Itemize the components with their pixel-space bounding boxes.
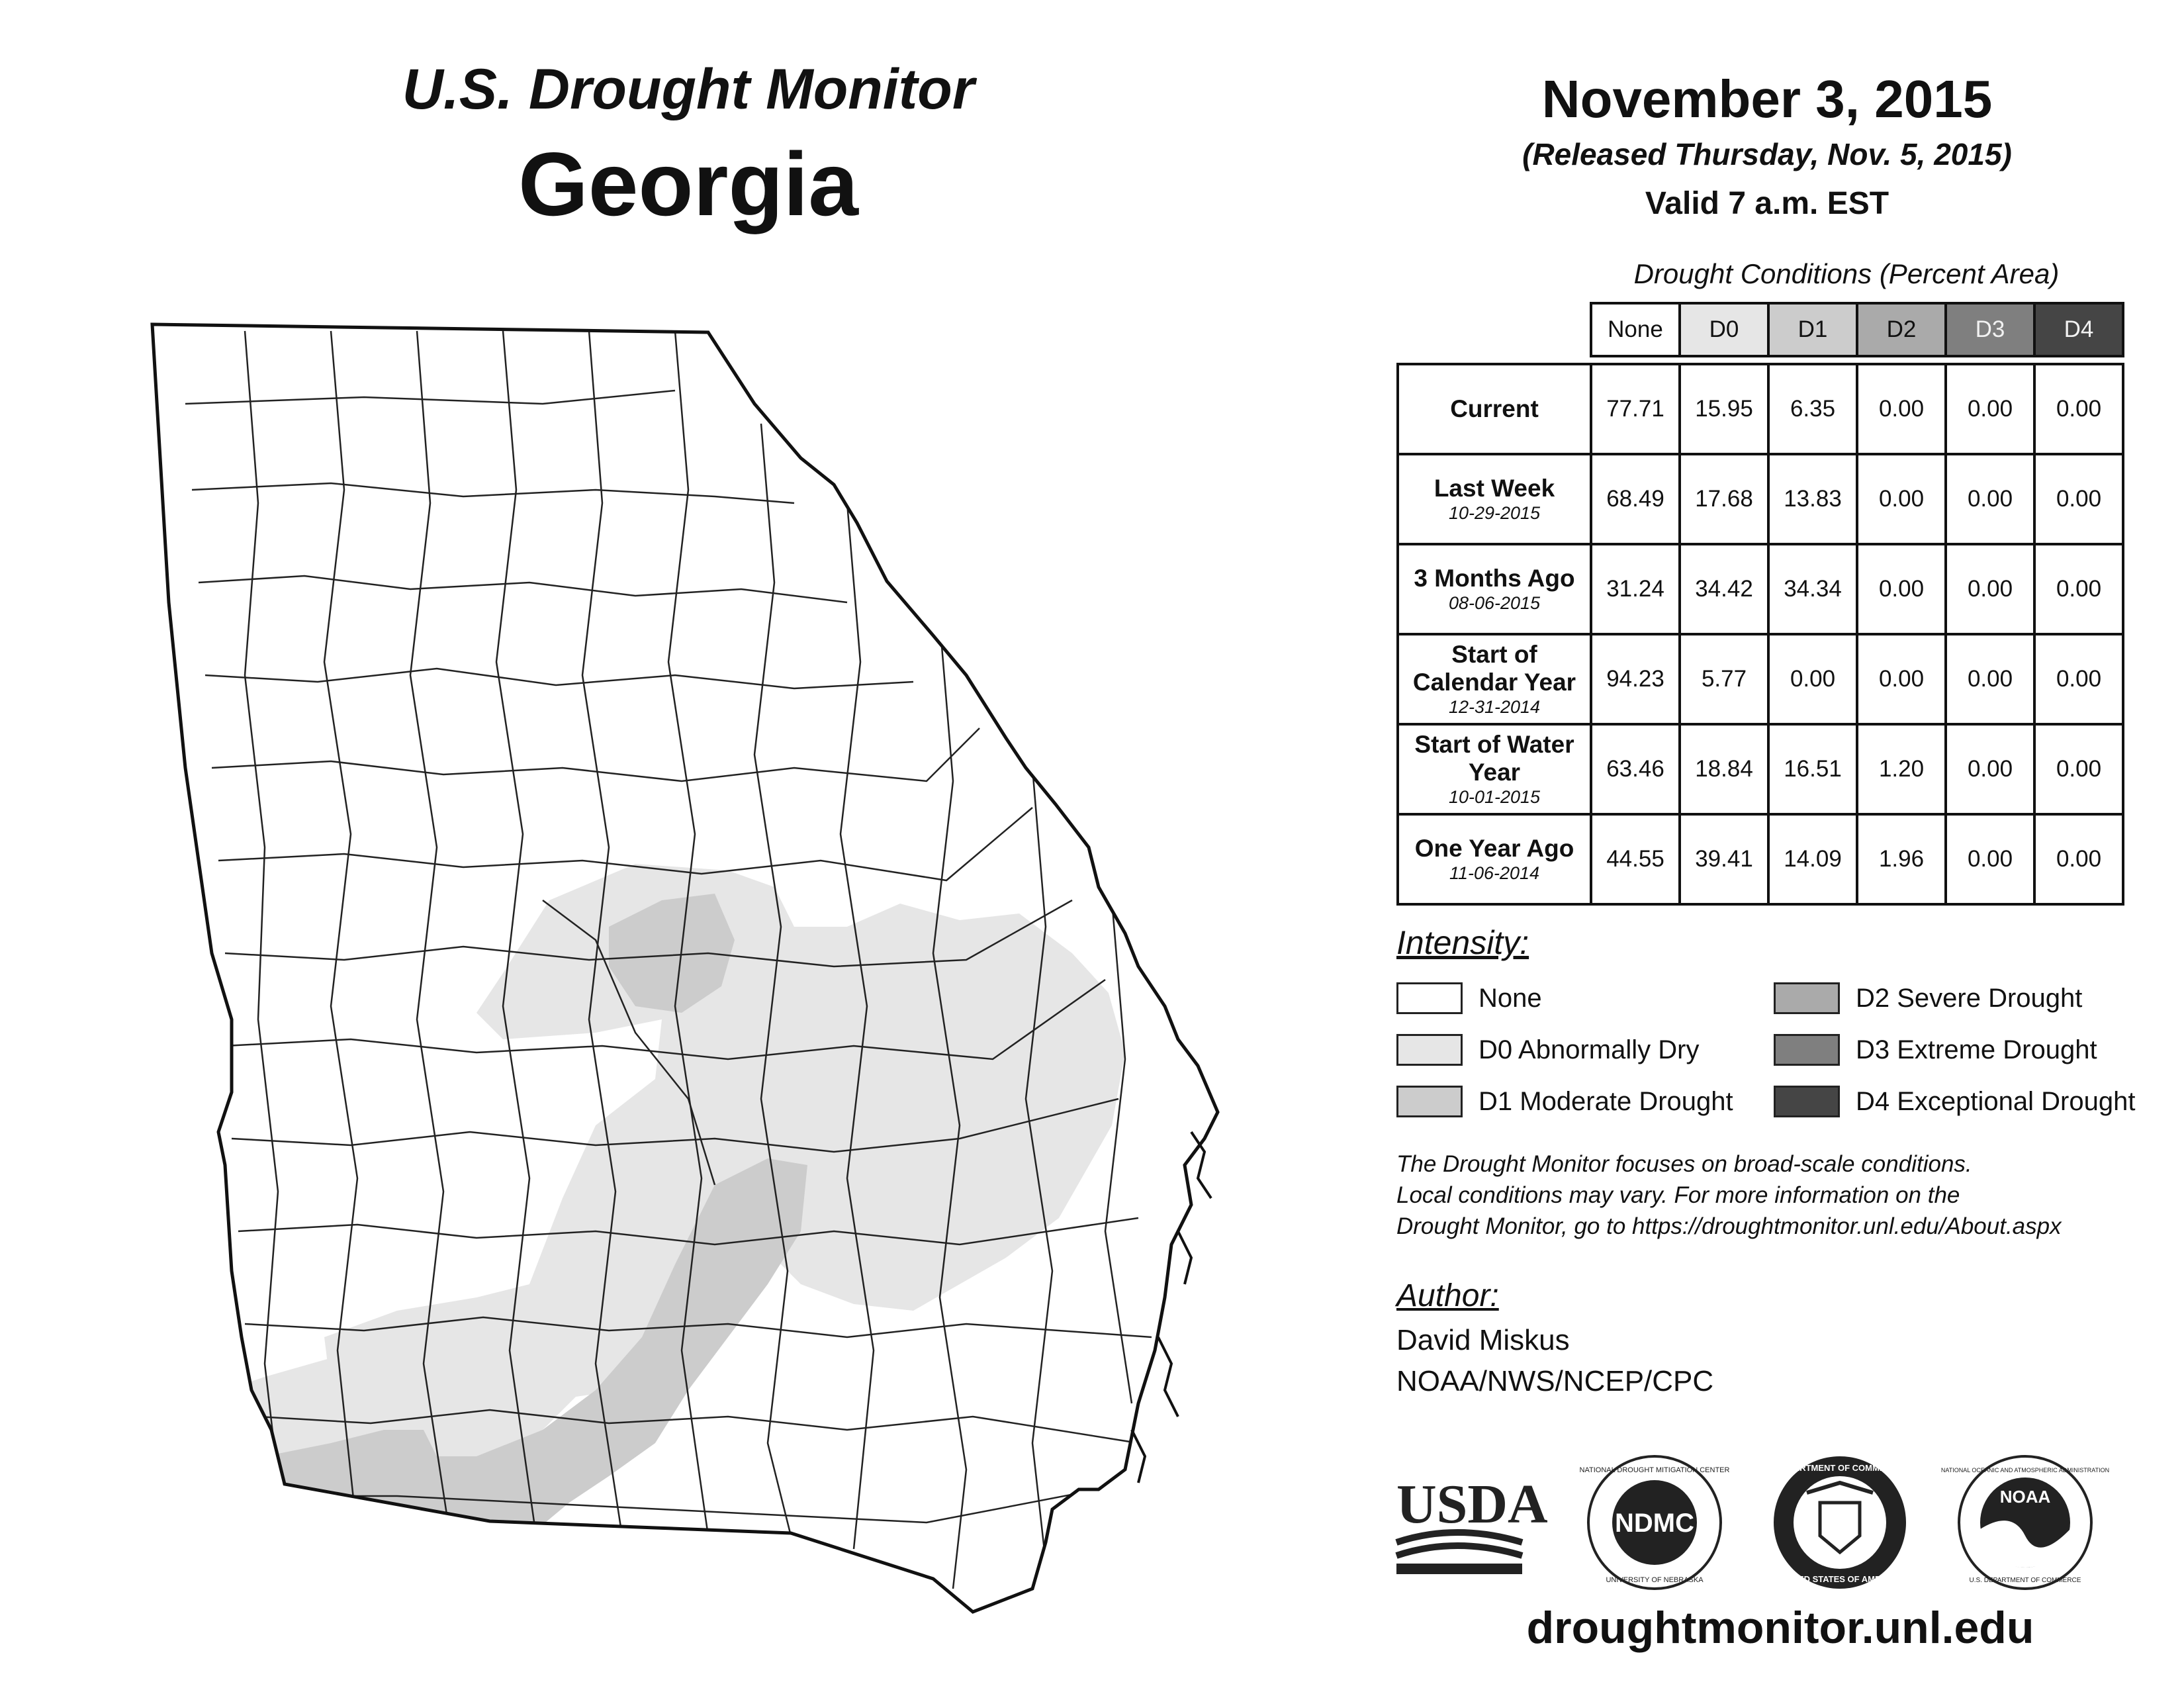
table-cell: 68.49: [1591, 454, 1680, 544]
table-row: [1398, 364, 2123, 454]
table-cell: 0.00: [2034, 814, 2123, 904]
legend-title: Intensity:: [1396, 924, 1529, 961]
table-cell: 44.55: [1591, 814, 1680, 904]
legend-swatch: [1396, 1034, 1463, 1066]
author-heading: Author:: [1396, 1278, 1499, 1313]
ndmc-logo: [1580, 1456, 1730, 1589]
table-header-row: [1398, 303, 2123, 356]
svg-text:NOAA: NOAA: [1999, 1487, 2051, 1507]
row-date: 08-06-2015: [1448, 593, 1541, 613]
table-cell: 1.20: [1857, 724, 1946, 814]
table-cell: 0.00: [2034, 634, 2123, 724]
col-header-none: None: [1591, 303, 1680, 356]
noaa-logo: [1941, 1456, 2109, 1589]
legend-item-d4: [1774, 1083, 2135, 1120]
legend-item-d0: [1396, 1031, 1699, 1068]
table-row: [1398, 634, 2123, 724]
disclaimer-line: The Drought Monitor focuses on broad-scale conditions.: [1396, 1151, 1972, 1177]
table-row: [1398, 544, 2123, 634]
table-cell: 18.84: [1680, 724, 1768, 814]
legend-label: D3 Extreme Drought: [1856, 1035, 2097, 1064]
website-url: droughtmonitor.unl.edu: [1526, 1603, 2034, 1653]
disclaimer-line: Local conditions may vary. For more information on the: [1396, 1182, 1960, 1208]
table-cell: 0.00: [1946, 544, 2034, 634]
table-cell: 0.00: [1946, 724, 2034, 814]
row-date: 12-31-2014: [1448, 697, 1541, 717]
table-cell: 0.00: [1857, 634, 1946, 724]
svg-text:USDA: USDA: [1396, 1474, 1548, 1535]
table-cell: 77.71: [1591, 364, 1680, 454]
state-title: Georgia: [518, 134, 858, 234]
table-cell: 63.46: [1591, 724, 1680, 814]
table-cell: 31.24: [1591, 544, 1680, 634]
table-cell: 0.00: [1857, 364, 1946, 454]
legend-item-d2: [1774, 980, 2082, 1017]
disclaimer-text: [1396, 1149, 2158, 1242]
table-cell: 16.51: [1768, 724, 1857, 814]
table-cell: 0.00: [1857, 454, 1946, 544]
table-cell: 0.00: [2034, 364, 2123, 454]
author-name: David Miskus: [1396, 1324, 1570, 1356]
table-cell: 14.09: [1768, 814, 1857, 904]
legend-item-d3: [1774, 1031, 2097, 1068]
legend-label: D1 Moderate Drought: [1479, 1086, 1733, 1116]
legend-swatch: [1774, 1086, 1840, 1117]
legend-label: D4 Exceptional Drought: [1856, 1086, 2136, 1116]
table-row: [1398, 724, 2123, 814]
legend-swatch: [1774, 1034, 1840, 1066]
table-cell: 0.00: [2034, 544, 2123, 634]
table-cell: 0.00: [1768, 634, 1857, 724]
row-label: Start of Calendar Year 12-31-2014: [1398, 634, 1591, 724]
row-label: 3 Months Ago 08-06-2015: [1398, 544, 1591, 634]
drought-conditions-table: [1396, 302, 2124, 906]
col-header-d0: D0: [1680, 303, 1768, 356]
row-date: 10-01-2015: [1448, 787, 1541, 807]
col-header-d4: D4: [2034, 303, 2123, 356]
table-cell: 13.83: [1768, 454, 1857, 544]
department-of-commerce-seal: [1774, 1456, 1906, 1589]
table-cell: 1.96: [1857, 814, 1946, 904]
svg-text:NATIONAL DROUGHT MITIGATION CE: NATIONAL DROUGHT MITIGATION CENTER: [1579, 1466, 1730, 1474]
row-date: 10-29-2015: [1448, 503, 1541, 523]
svg-text:UNITED STATES OF AMERICA: UNITED STATES OF AMERICA: [1778, 1574, 1902, 1584]
svg-text:U.S. DEPARTMENT OF COMMERCE: U.S. DEPARTMENT OF COMMERCE: [1969, 1577, 2081, 1584]
table-cell: 0.00: [1946, 454, 2034, 544]
svg-text:UNIVERSITY OF NEBRASKA: UNIVERSITY OF NEBRASKA: [1606, 1576, 1704, 1584]
legend-item-d1: [1396, 1083, 1733, 1120]
svg-text:DEPARTMENT OF COMMERCE: DEPARTMENT OF COMMERCE: [1776, 1463, 1903, 1473]
georgia-drought-map: [132, 305, 1257, 1615]
row-label: One Year Ago 11-06-2014: [1398, 814, 1591, 904]
table-cell: 17.68: [1680, 454, 1768, 544]
row-label: Current: [1398, 364, 1591, 454]
row-date: 11-06-2014: [1449, 863, 1540, 883]
table-cell: 34.34: [1768, 544, 1857, 634]
legend-label: D0 Abnormally Dry: [1479, 1035, 1700, 1064]
valid-time: Valid 7 a.m. EST: [1645, 186, 1889, 221]
table-cell: 5.77: [1680, 634, 1768, 724]
author-organization: NOAA/NWS/NCEP/CPC: [1396, 1365, 1714, 1397]
table-row: [1398, 454, 2123, 544]
table-row: [1398, 814, 2123, 904]
table-cell: 6.35: [1768, 364, 1857, 454]
col-header-d3: D3: [1946, 303, 2034, 356]
table-cell: 39.41: [1680, 814, 1768, 904]
table-cell: 0.00: [1946, 634, 2034, 724]
map-title: U.S. Drought Monitor: [402, 58, 975, 121]
release-date: (Released Thursday, Nov. 5, 2015): [1522, 137, 2012, 171]
legend-label: None: [1479, 983, 1542, 1013]
row-label: Last Week 10-29-2015: [1398, 454, 1591, 544]
col-header-d1: D1: [1768, 303, 1857, 356]
coastal-islands: [1132, 1132, 1211, 1483]
table-cell: 34.42: [1680, 544, 1768, 634]
svg-text:NATIONAL OCEANIC AND ATMOSPHER: NATIONAL OCEANIC AND ATMOSPHERIC ADMINISTRATION: [1940, 1467, 2110, 1474]
legend-label: D2 Severe Drought: [1856, 983, 2083, 1013]
legend-swatch: [1774, 982, 1840, 1014]
disclaimer-line: Drought Monitor, go to https://droughtmonitor.unl.edu/About.aspx: [1396, 1213, 2062, 1239]
row-label: Start of Water Year 10-01-2015: [1398, 724, 1591, 814]
table-cell: 0.00: [2034, 724, 2123, 814]
table-cell: 0.00: [2034, 454, 2123, 544]
legend-item-none: [1396, 980, 1542, 1017]
table-caption: Drought Conditions (Percent Area): [1633, 258, 2060, 289]
table-cell: 94.23: [1591, 634, 1680, 724]
map-date: November 3, 2015: [1541, 70, 1993, 128]
table-cell: 0.00: [1946, 364, 2034, 454]
col-header-d2: D2: [1857, 303, 1946, 356]
table-cell: 15.95: [1680, 364, 1768, 454]
usda-logo: [1396, 1474, 1548, 1574]
legend-swatch: [1396, 982, 1463, 1014]
table-cell: 0.00: [1946, 814, 2034, 904]
table-cell: 0.00: [1857, 544, 1946, 634]
agency-logos: [1390, 1443, 2118, 1602]
svg-text:NDMC: NDMC: [1615, 1509, 1694, 1538]
legend-swatch: [1396, 1086, 1463, 1117]
